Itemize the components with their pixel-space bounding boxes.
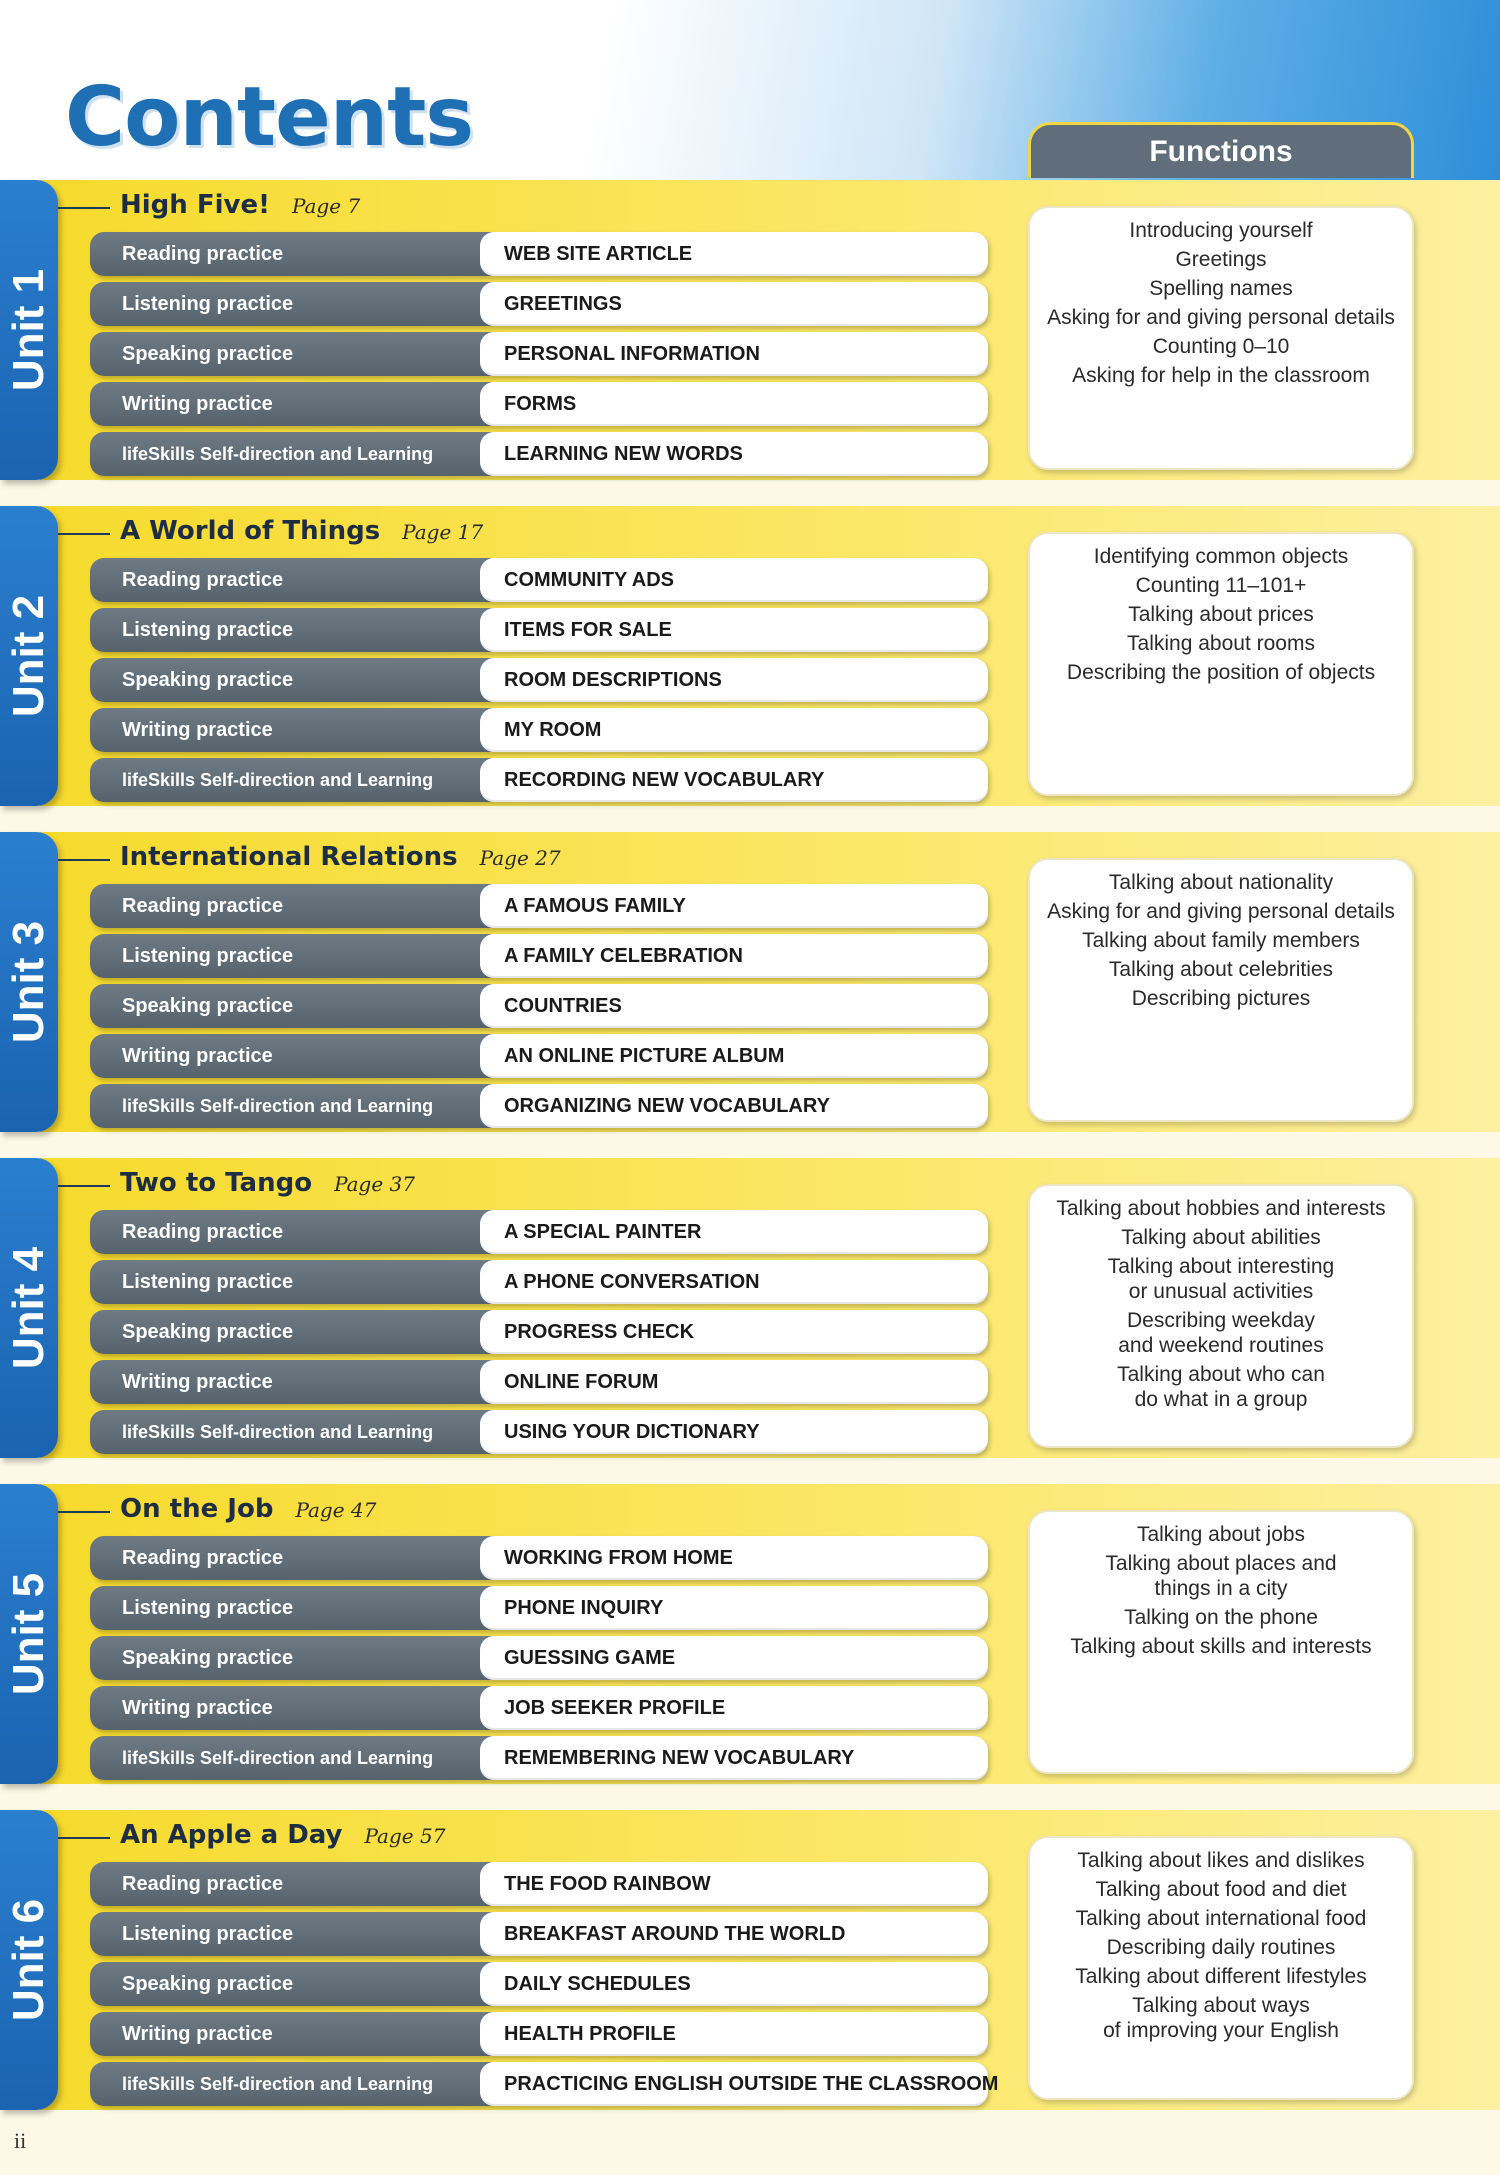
practice-row	[90, 1084, 988, 1128]
practice-row	[90, 282, 988, 326]
unit-title-rule	[58, 533, 110, 535]
practice-label: Listening practice	[122, 619, 294, 641]
practice-label: Listening practice	[122, 945, 294, 967]
practice-label: Speaking practice	[122, 995, 294, 1017]
practice-label: Listening practice	[122, 1597, 294, 1619]
practice-label: Writing practice	[122, 1697, 273, 1719]
function-item: Describing daily routines	[1106, 1936, 1336, 1959]
practice-topic: REMEMBERING NEW VOCABULARY	[480, 1736, 988, 1780]
unit-section-1	[0, 180, 1500, 480]
practice-row	[90, 2012, 988, 2056]
practice-topic: PRACTICING ENGLISH OUTSIDE THE CLASSROOM	[480, 2062, 988, 2106]
function-item: Talking about food and diet	[1095, 1878, 1347, 1901]
function-item: Talking about prices	[1128, 603, 1314, 626]
practice-row	[90, 1912, 988, 1956]
practice-topic: GUESSING GAME	[480, 1636, 988, 1680]
function-item: Describing weekday and weekend routines	[1118, 1309, 1324, 1357]
unit-section-2	[0, 506, 1500, 806]
function-item: Asking for and giving personal details	[1047, 900, 1395, 923]
function-item: Talking about abilities	[1121, 1226, 1321, 1249]
unit-tab-6	[0, 1810, 58, 2110]
practice-topic: ROOM DESCRIPTIONS	[480, 658, 988, 702]
function-item: Talking about different lifestyles	[1075, 1965, 1367, 1988]
unit-section-5	[0, 1484, 1500, 1784]
function-item: Talking about hobbies and interests	[1056, 1197, 1386, 1220]
practice-topic: RECORDING NEW VOCABULARY	[480, 758, 988, 802]
practice-topic: WORKING FROM HOME	[480, 1536, 988, 1580]
unit-page-ref: Page 27	[479, 846, 561, 870]
practice-topic: WEB SITE ARTICLE	[480, 232, 988, 276]
page-number: ii	[14, 2128, 27, 2153]
practice-topic: ONLINE FORUM	[480, 1360, 988, 1404]
unit-title-rule	[58, 207, 110, 209]
function-item: Introducing yourself	[1129, 219, 1313, 242]
unit-tab-1	[0, 180, 58, 480]
practice-topic: A PHONE CONVERSATION	[480, 1260, 988, 1304]
practice-topic: PROGRESS CHECK	[480, 1310, 988, 1354]
practice-row	[90, 1636, 988, 1680]
practice-label: Speaking practice	[122, 1647, 294, 1669]
practice-label: Writing practice	[122, 393, 273, 415]
practice-row	[90, 984, 988, 1028]
function-item: Asking for and giving personal details	[1047, 306, 1395, 329]
practice-row	[90, 1736, 988, 1780]
practice-label: Listening practice	[122, 293, 294, 315]
practice-label: lifeSkills Self-direction and Learning	[122, 444, 434, 464]
practice-row	[90, 432, 988, 476]
unit-heading	[120, 842, 561, 872]
practice-row	[90, 382, 988, 426]
practice-row	[90, 1962, 988, 2006]
function-item: Asking for help in the classroom	[1072, 364, 1370, 387]
practice-row	[90, 884, 988, 928]
practice-label: Reading practice	[122, 1873, 284, 1895]
practice-row	[90, 1034, 988, 1078]
unit-section-6	[0, 1810, 1500, 2110]
practice-topic: ITEMS FOR SALE	[480, 608, 988, 652]
unit-page-ref: Page 37	[334, 1172, 416, 1196]
unit-tab-label: Unit 4	[4, 1246, 53, 1370]
unit-page-ref: Page 7	[291, 194, 361, 218]
unit-tab-label: Unit 2	[4, 594, 53, 718]
function-item: Talking about jobs	[1136, 1523, 1306, 1546]
unit-heading	[120, 1494, 376, 1524]
page-title: Contents	[65, 70, 474, 165]
unit-page-ref: Page 57	[364, 1824, 446, 1848]
unit-title: High Five!	[120, 190, 270, 220]
practice-label: Listening practice	[122, 1923, 294, 1945]
unit-heading	[120, 1820, 445, 1850]
practice-label: lifeSkills Self-direction and Learning	[122, 2074, 434, 2094]
function-item: Talking about celebrities	[1108, 958, 1334, 981]
unit-tab-4	[0, 1158, 58, 1458]
function-item: Talking about likes and dislikes	[1077, 1849, 1365, 1872]
practice-topic: AN ONLINE PICTURE ALBUM	[480, 1034, 988, 1078]
unit-title: Two to Tango	[120, 1168, 313, 1198]
function-item: Counting 11–101+	[1135, 574, 1307, 597]
unit-title-rule	[58, 1837, 110, 1839]
practice-label: lifeSkills Self-direction and Learning	[122, 1422, 434, 1442]
functions-box	[1028, 1836, 1414, 2100]
practice-label: lifeSkills Self-direction and Learning	[122, 1748, 434, 1768]
functions-box	[1028, 858, 1414, 1122]
practice-row	[90, 332, 988, 376]
unit-tab-2	[0, 506, 58, 806]
practice-row	[90, 2062, 999, 2106]
practice-label: Writing practice	[122, 1371, 273, 1393]
practice-label: lifeSkills Self-direction and Learning	[122, 770, 434, 790]
practice-topic: THE FOOD RAINBOW	[480, 1862, 988, 1906]
functions-box	[1028, 532, 1414, 796]
practice-topic: BREAKFAST AROUND THE WORLD	[480, 1912, 988, 1956]
function-item: Talking about skills and interests	[1070, 1635, 1372, 1658]
practice-row	[90, 1210, 988, 1254]
practice-topic: FORMS	[480, 382, 988, 426]
practice-label: Speaking practice	[122, 343, 294, 365]
unit-tab-label: Unit 3	[4, 920, 53, 1044]
functions-box	[1028, 1184, 1414, 1448]
practice-topic: MY ROOM	[480, 708, 988, 752]
practice-topic: HEALTH PROFILE	[480, 2012, 988, 2056]
practice-topic: A SPECIAL PAINTER	[480, 1210, 988, 1254]
function-item: Talking about family members	[1082, 929, 1360, 952]
practice-label: Reading practice	[122, 1547, 284, 1569]
practice-topic: JOB SEEKER PROFILE	[480, 1686, 988, 1730]
practice-row	[90, 1410, 988, 1454]
unit-section-3	[0, 832, 1500, 1132]
function-item: Talking about nationality	[1108, 871, 1334, 894]
unit-title: A World of Things	[120, 516, 381, 546]
practice-row	[90, 1260, 988, 1304]
practice-topic: A FAMILY CELEBRATION	[480, 934, 988, 978]
practice-label: Speaking practice	[122, 669, 294, 691]
unit-heading	[120, 190, 360, 220]
practice-row	[90, 1862, 988, 1906]
function-item: Talking about places and things in a city	[1105, 1552, 1337, 1600]
function-item: Counting 0–10	[1152, 335, 1290, 358]
function-item: Talking about interesting or unusual activities	[1107, 1255, 1335, 1303]
practice-label: Listening practice	[122, 1271, 294, 1293]
unit-tab-label: Unit 6	[4, 1898, 53, 2022]
unit-page-ref: Page 47	[295, 1498, 377, 1522]
practice-label: Reading practice	[122, 569, 284, 591]
function-item: Spelling names	[1149, 277, 1293, 300]
function-item: Greetings	[1175, 248, 1267, 271]
function-item: Describing the position of objects	[1066, 661, 1376, 684]
practice-row	[90, 1310, 988, 1354]
practice-topic: ORGANIZING NEW VOCABULARY	[480, 1084, 988, 1128]
practice-row	[90, 608, 988, 652]
function-item: Talking about rooms	[1127, 632, 1315, 655]
function-item: Talking about international food	[1075, 1907, 1367, 1930]
unit-section-4	[0, 1158, 1500, 1458]
practice-topic: A FAMOUS FAMILY	[480, 884, 988, 928]
function-item: Identifying common objects	[1093, 545, 1349, 568]
unit-heading	[120, 1168, 415, 1198]
practice-label: Writing practice	[122, 1045, 273, 1067]
function-item: Talking about who can do what in a group	[1117, 1363, 1325, 1411]
practice-row	[90, 708, 988, 752]
practice-topic: PHONE INQUIRY	[480, 1586, 988, 1630]
practice-label: Reading practice	[122, 895, 284, 917]
practice-label: Writing practice	[122, 719, 273, 741]
unit-tab-3	[0, 832, 58, 1132]
practice-topic: COMMUNITY ADS	[480, 558, 988, 602]
unit-tab-label: Unit 1	[4, 268, 53, 392]
unit-title-rule	[58, 1185, 110, 1187]
practice-label: Speaking practice	[122, 1973, 294, 1995]
practice-topic: PERSONAL INFORMATION	[480, 332, 988, 376]
practice-topic: COUNTRIES	[480, 984, 988, 1028]
practice-row	[90, 232, 988, 276]
practice-label: Speaking practice	[122, 1321, 294, 1343]
practice-label: Writing practice	[122, 2023, 273, 2045]
practice-topic: GREETINGS	[480, 282, 988, 326]
practice-row	[90, 1360, 988, 1404]
practice-topic: DAILY SCHEDULES	[480, 1962, 988, 2006]
unit-heading	[120, 516, 483, 546]
unit-title: International Relations	[120, 842, 458, 872]
practice-row	[90, 658, 988, 702]
unit-title: On the Job	[120, 1494, 274, 1524]
unit-title-rule	[58, 859, 110, 861]
functions-box	[1028, 206, 1414, 470]
practice-label: Reading practice	[122, 243, 284, 265]
unit-title: An Apple a Day	[120, 1820, 343, 1850]
practice-row	[90, 1686, 988, 1730]
unit-page-ref: Page 17	[402, 520, 484, 544]
practice-row	[90, 934, 988, 978]
practice-row	[90, 1536, 988, 1580]
practice-row	[90, 1586, 988, 1630]
unit-tab-5	[0, 1484, 58, 1784]
practice-row	[90, 758, 988, 802]
functions-box	[1028, 1510, 1414, 1774]
practice-topic: LEARNING NEW WORDS	[480, 432, 988, 476]
practice-topic: USING YOUR DICTIONARY	[480, 1410, 988, 1454]
function-item: Talking about ways of improving your English	[1103, 1994, 1339, 2042]
practice-label: lifeSkills Self-direction and Learning	[122, 1096, 434, 1116]
function-item: Talking on the phone	[1124, 1606, 1318, 1629]
practice-label: Reading practice	[122, 1221, 284, 1243]
unit-tab-label: Unit 5	[4, 1572, 53, 1696]
practice-row	[90, 558, 988, 602]
functions-header: Functions	[1028, 122, 1414, 178]
unit-title-rule	[58, 1511, 110, 1513]
function-item: Describing pictures	[1131, 987, 1311, 1010]
